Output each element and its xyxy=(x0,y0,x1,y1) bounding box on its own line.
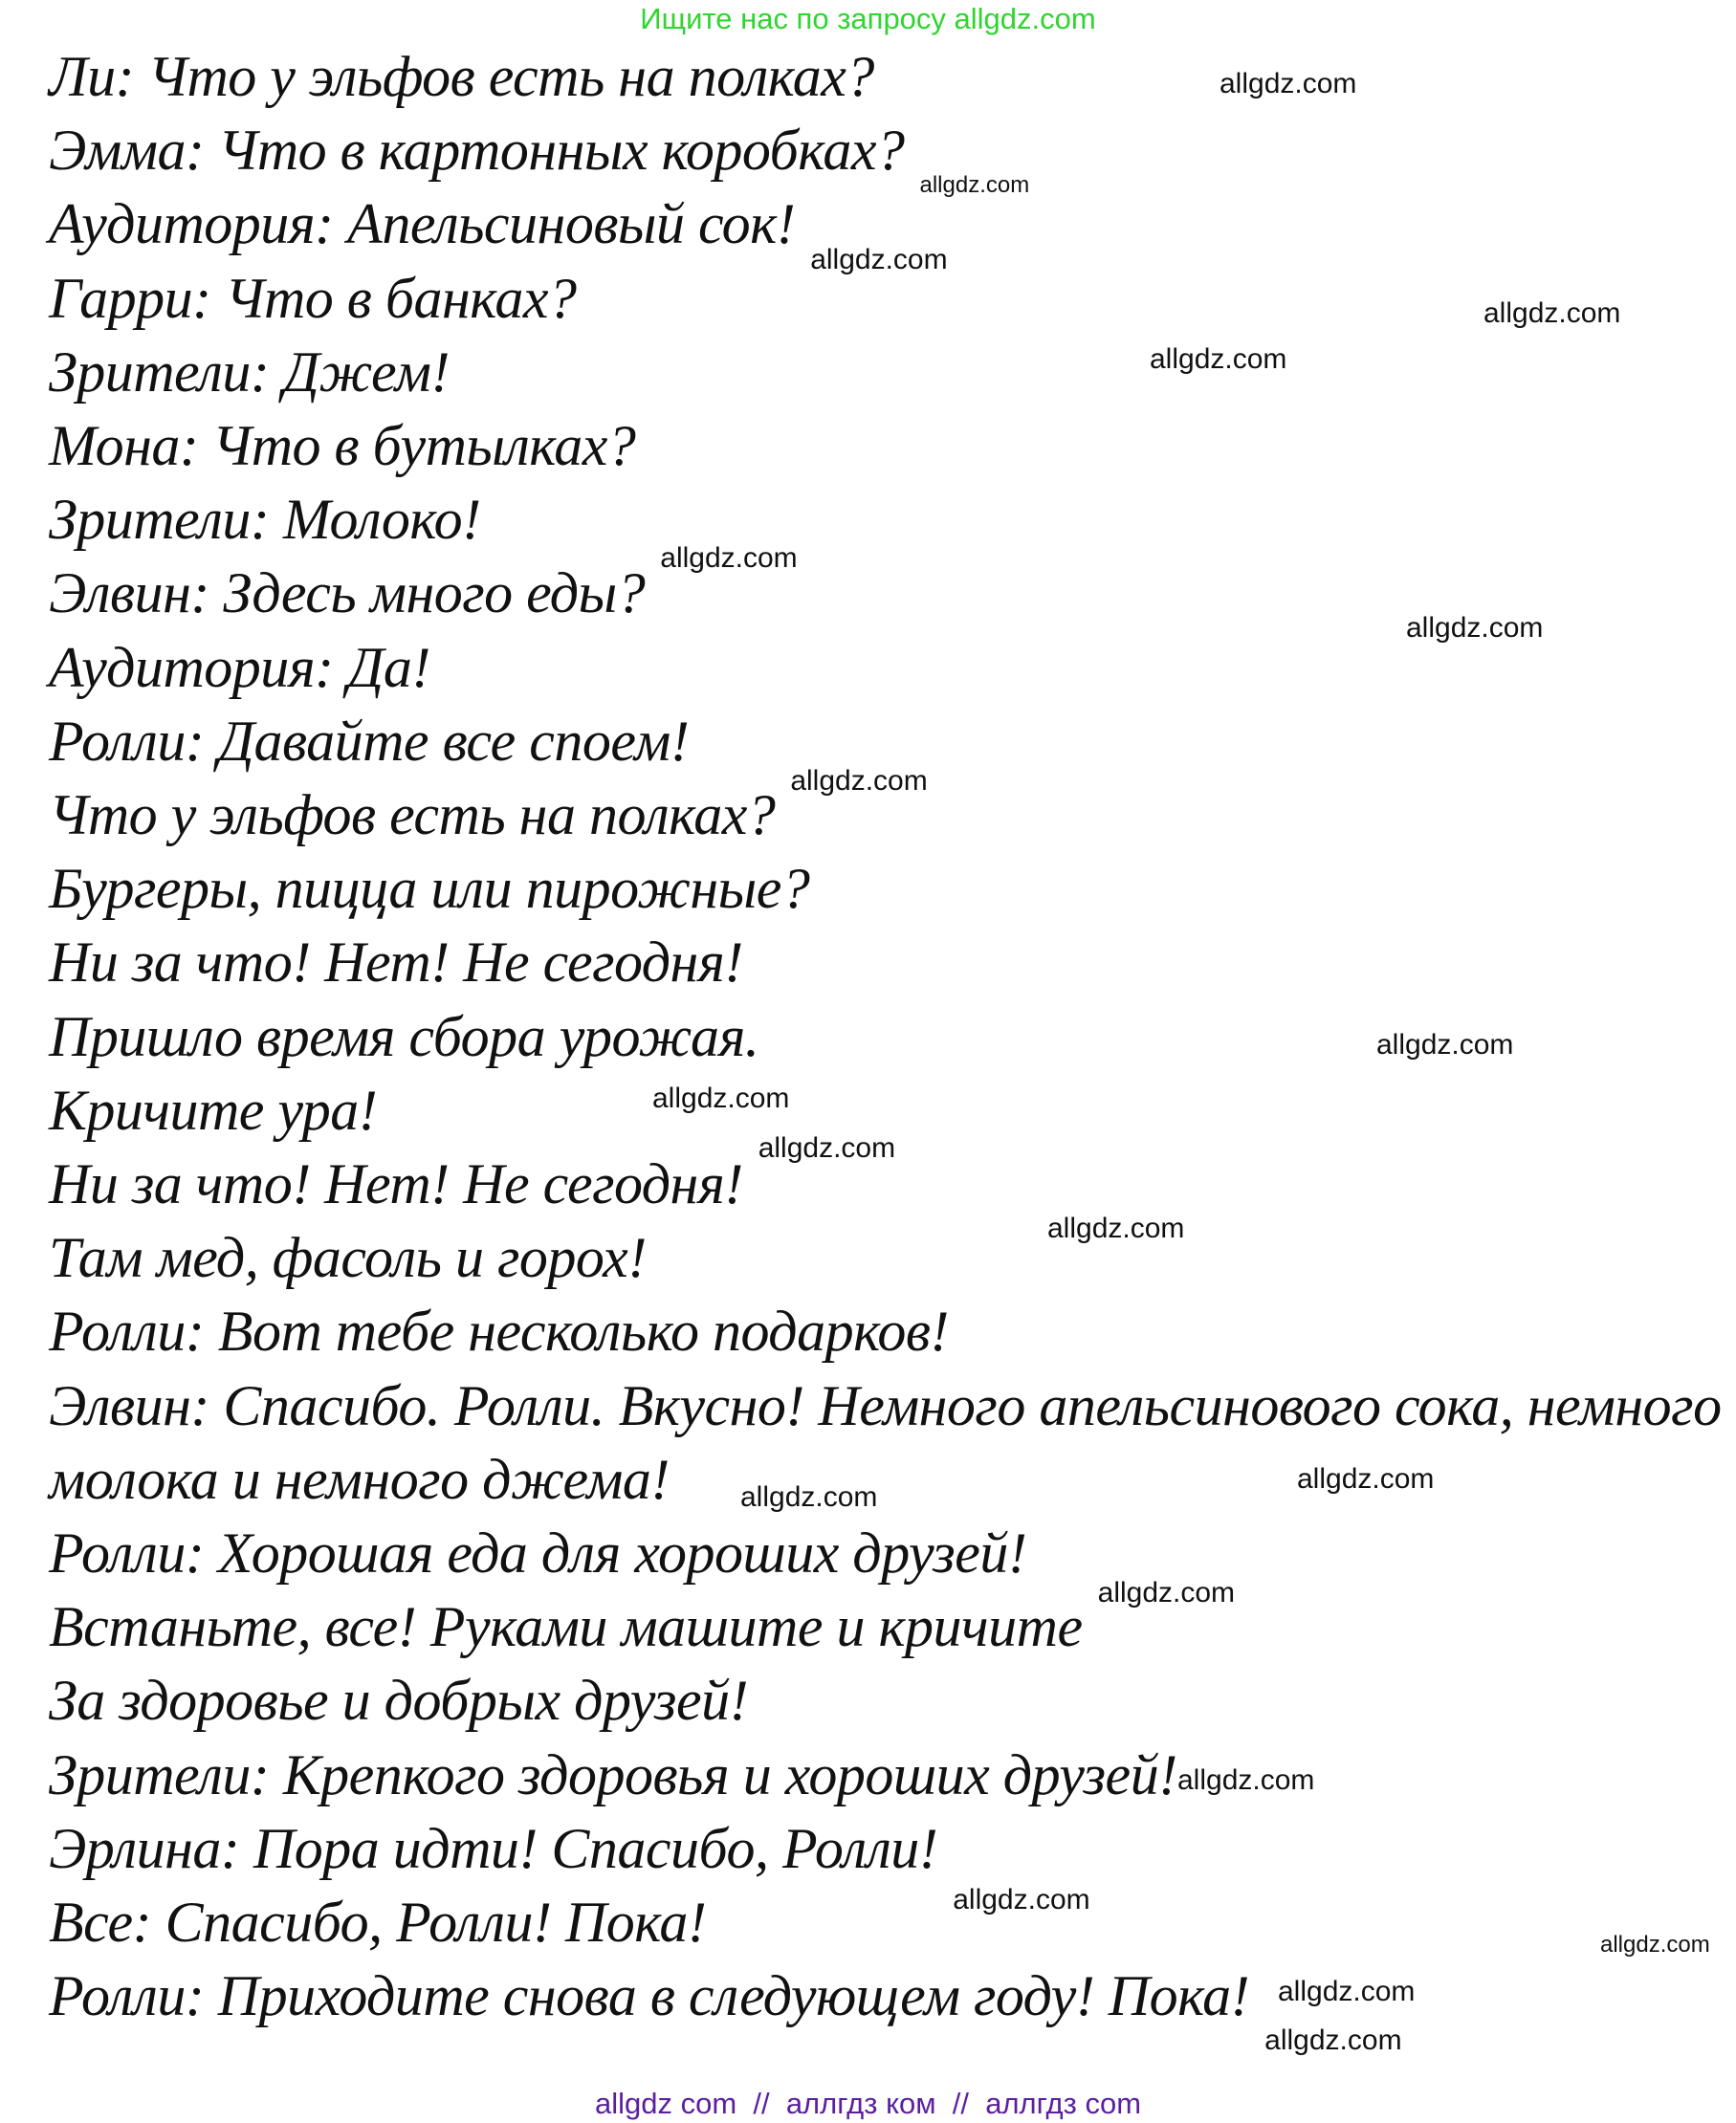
text-line: Ролли: Вот тебе несколько подарков! xyxy=(49,1300,949,1364)
watermark: allgdz.com xyxy=(758,1132,896,1164)
watermark: allgdz.com xyxy=(1097,1577,1236,1609)
text-line: Зрители: Молоко! xyxy=(49,488,481,552)
text-line: Элвин: Здесь много еды? xyxy=(49,561,646,625)
watermark: allgdz.com xyxy=(953,1884,1090,1915)
watermark: allgdz.com xyxy=(1406,612,1544,644)
text-line: Гарри: Что в банках? xyxy=(49,266,577,330)
watermark: allgdz.com xyxy=(740,1481,878,1513)
watermark: allgdz.com xyxy=(660,542,798,574)
text-line: Ни за что! Нет! Не сегодня! xyxy=(49,1152,743,1216)
watermark: allgdz.com xyxy=(1376,1029,1514,1061)
text-line: Что у эльфов есть на полках? xyxy=(49,783,776,847)
text-line: Ролли: Хорошая еда для хороших друзей! xyxy=(49,1521,1027,1586)
watermark: allgdz.com xyxy=(1297,1463,1435,1496)
text-line: Элвин: Спасибо. Ролли. Вкусно! Немного апельсинового сока, немного xyxy=(49,1373,1722,1437)
text-line: Ни за что! Нет! Не сегодня! xyxy=(49,930,743,995)
watermark: allgdz.com xyxy=(1150,343,1287,375)
text-line: Кричите ура! xyxy=(49,1078,378,1142)
text-line: Зрители: Крепкого здоровья и хороших друзей! xyxy=(49,1742,1177,1806)
site-footer: allgdz com // аллгдз ком // аллгдз com xyxy=(594,2087,1142,2120)
text-line: Эрлина: Пора идти! Спасибо, Ролли! xyxy=(49,1816,938,1880)
watermark: allgdz.com xyxy=(790,765,928,797)
text-line: За здоровье и добрых друзей! xyxy=(49,1669,749,1733)
text-line: Бургеры, пицца или пирожные? xyxy=(49,857,810,921)
watermark: allgdz.com xyxy=(652,1083,790,1114)
search-hint-header: Ищите нас по запросу allgdz.com xyxy=(640,2,1096,35)
watermark: allgdz.com xyxy=(1483,297,1621,329)
text-line: молока и немного джема! xyxy=(49,1447,670,1511)
text-line: Ролли: Давайте все споем! xyxy=(49,709,690,773)
watermark: allgdz.com xyxy=(810,244,948,275)
text-line: Аудитория: Да! xyxy=(49,635,430,699)
watermark: allgdz.com xyxy=(1264,2025,1402,2056)
text-line: Ролли: Приходите снова в следующем году! Пока! xyxy=(49,1964,1250,2028)
watermark: allgdz.com xyxy=(919,172,1030,198)
text-line: Все: Спасибо, Ролли! Пока! xyxy=(49,1891,707,1955)
text-line: Встаньте, все! Руками машите и кричите xyxy=(49,1595,1083,1659)
watermark: allgdz.com xyxy=(1220,68,1357,99)
watermark: allgdz.com xyxy=(1177,1764,1315,1796)
text-line: Аудитория: Апельсиновый сок! xyxy=(49,192,796,256)
watermark: allgdz.com xyxy=(1047,1213,1185,1244)
text-line: Эмма: Что в картонных коробках? xyxy=(49,119,905,183)
watermark: allgdz.com xyxy=(1600,1932,1710,1958)
text-line: Там мед, фасоль и горох! xyxy=(49,1226,647,1290)
text-line: Зрители: Джем! xyxy=(49,339,450,404)
text-line: Пришло время сбора урожая. xyxy=(49,1004,759,1068)
text-line: Ли: Что у эльфов есть на полках? xyxy=(49,45,874,108)
text-line: Мона: Что в бутылках? xyxy=(49,414,636,478)
watermark: allgdz.com xyxy=(1278,1976,1416,2007)
